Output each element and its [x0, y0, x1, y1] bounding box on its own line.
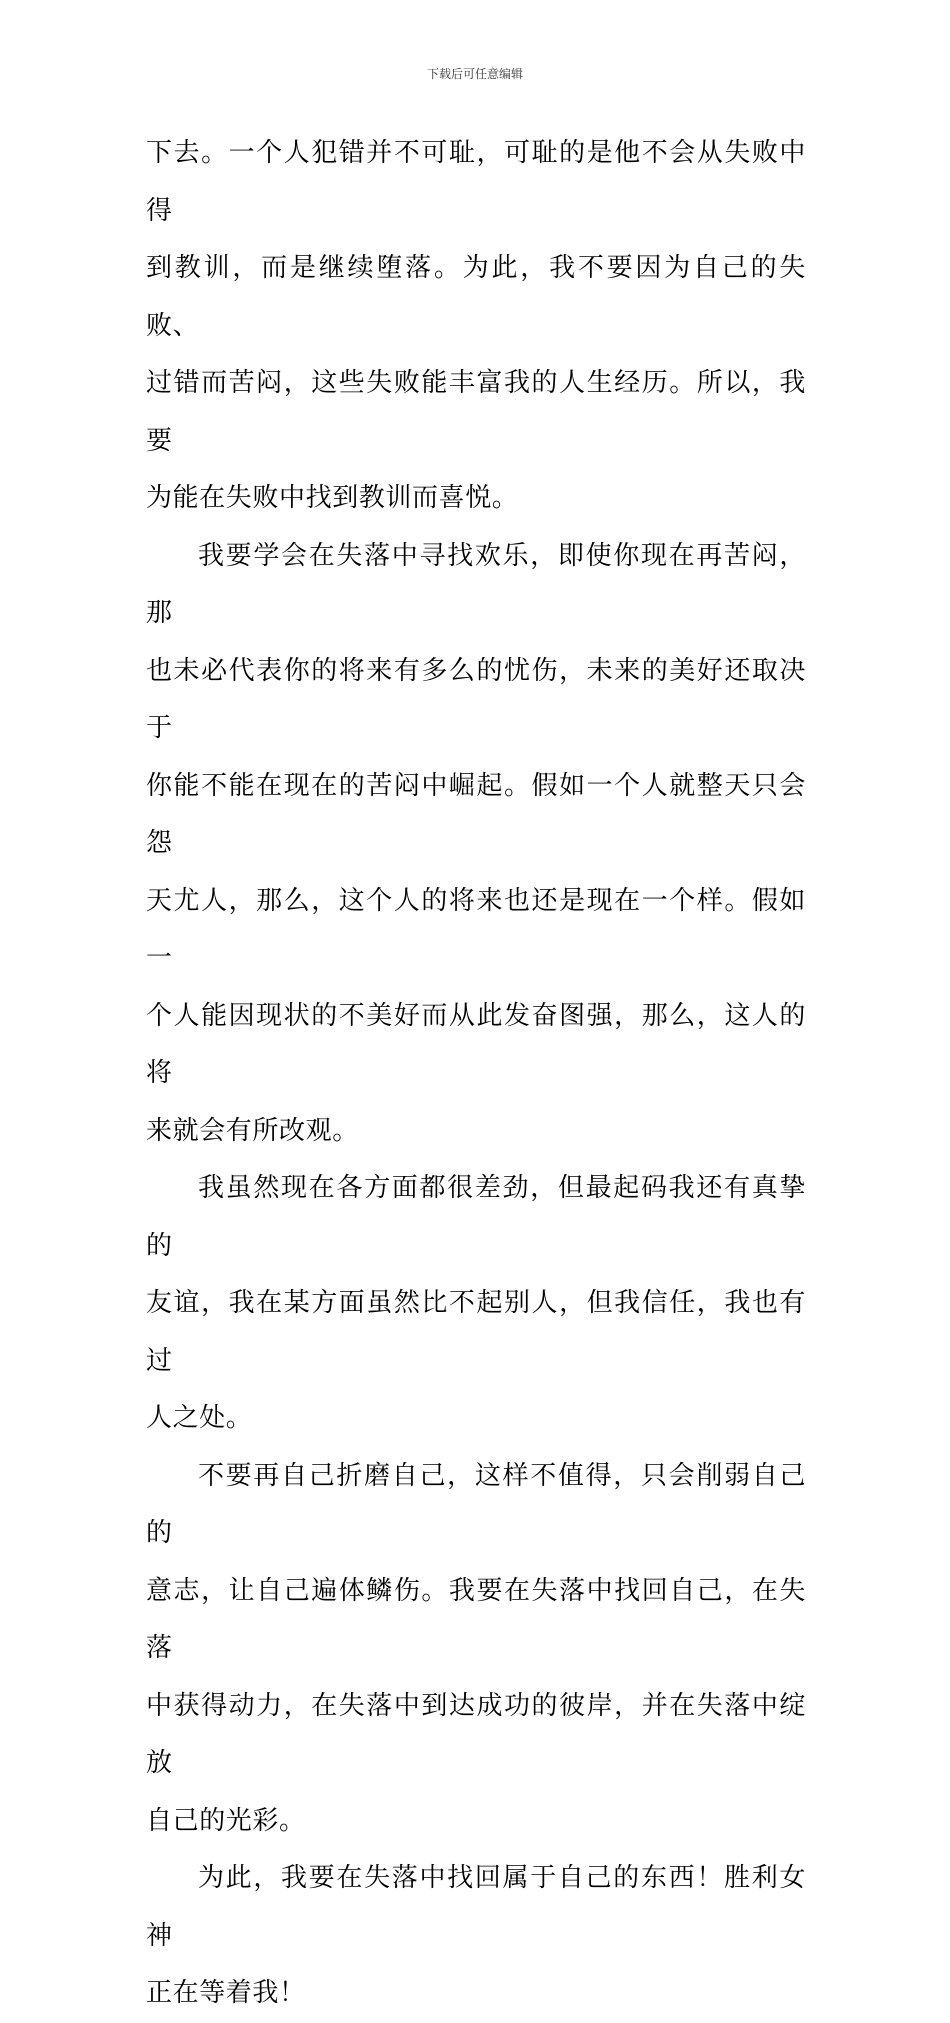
paragraph-5 — [146, 1850, 806, 2023]
paragraph-2 — [146, 528, 806, 1161]
line: 你能不能在现在的苦闷中崛起。假如一个人就整天只会怨 — [146, 770, 806, 858]
line: 意志，让自己遍体鳞伤。我要在失落中找回自己，在失落 — [146, 1575, 806, 1663]
paragraph-1 — [146, 125, 806, 528]
line: 正在等着我！ — [146, 1978, 306, 2008]
paragraph-3 — [146, 1160, 806, 1448]
line: 自己的光彩。 — [146, 1805, 306, 1836]
line: 不要再自己折磨自己，这样不值得，只会削弱自己的 — [146, 1460, 806, 1548]
line: 人之处。 — [146, 1403, 253, 1433]
document-body — [146, 125, 806, 2023]
line: 来就会有所改观。 — [146, 1115, 359, 1146]
line: 个人能因现状的不美好而从此发奋图强，那么，这人的将 — [146, 1000, 806, 1088]
line: 我虽然现在各方面都很差劲，但最起码我还有真挚的 — [146, 1173, 806, 1261]
line: 为此，我要在失落中找回属于自己的东西！胜利女神 — [146, 1863, 806, 1951]
line: 中获得动力，在失落中到达成功的彼岸，并在失落中绽放 — [146, 1690, 806, 1778]
line: 下去。一个人犯错并不可耻，可耻的是他不会从失败中得 — [146, 138, 806, 226]
line: 过错而苦闷，这些失败能丰富我的人生经历。所以，我要 — [146, 368, 806, 456]
line: 友谊，我在某方面虽然比不起别人，但我信任，我也有过 — [146, 1288, 806, 1376]
line: 我要学会在失落中寻找欢乐，即使你现在再苦闷，那 — [146, 540, 806, 628]
line: 到教训，而是继续堕落。为此，我不要因为自己的失败、 — [146, 253, 806, 341]
line: 天尤人，那么，这个人的将来也还是现在一个样。假如一 — [146, 885, 806, 973]
paragraph-4 — [146, 1448, 806, 1851]
line: 也未必代表你的将来有多么的忧伤，未来的美好还取决于 — [146, 655, 806, 743]
line: 为能在失败中找到教训而喜悦。 — [146, 483, 519, 513]
page-header: 下载后可任意编辑 — [426, 67, 523, 81]
